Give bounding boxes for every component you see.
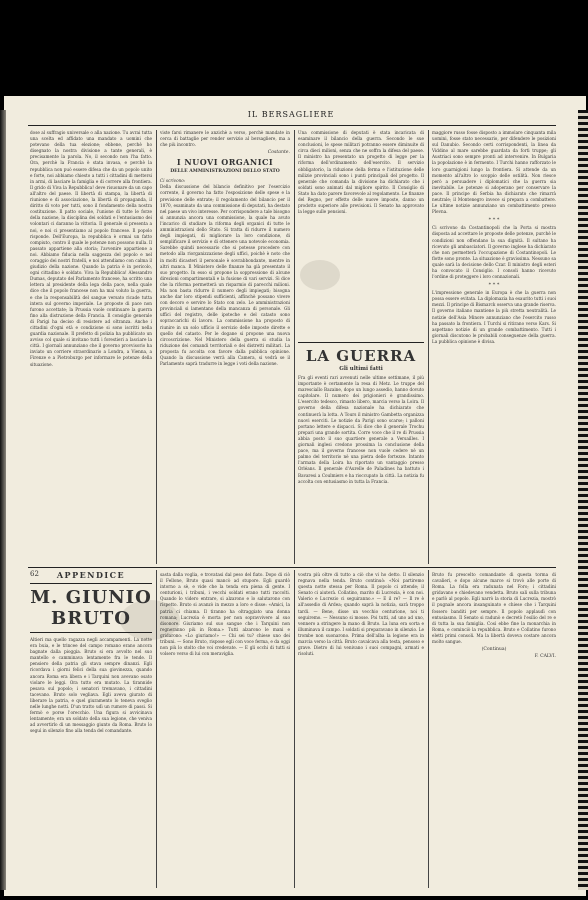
appendix-title: M. GIUNIO BRUTO <box>30 587 152 629</box>
guerra-heading-box <box>298 347 424 372</box>
column-1-text: dose al suffragio universale o alla nazione. Tu avrai tutta una scelta ed affidato una mandato a uomini che potevano della tua elezione; ebbene, perchè ho disegnato la nostra divisione a tante generali, è precisamente la parola. No, il secondo non l'ha fatto. Ora, perchè la Francia è stata invasa, e perchè la repubblica non può essere difesa che da un popolo unito e forte, noi abbiamo chiesto a tutti i cittadini di mettersi in armi, di lasciare la famiglia e di correre alla frontiera. Il grido di Viva la Repubblica! deve risuonare da un capo all'altro del paese. Il libertà di stampa, la libertà di riunione e di associazione, la libertà di propaganda, il diritto di voto per tutti, sono il fondamento della nostra costituzione. Il patto sociale, l'unione di tutte le forze della nazione, la disciplina dei soldati e l'entusiasmo dei volontari ci daranno la vittoria. Il generale si presenta a noi, e noi ci presentiamo al popolo francese. Il popolo risponde. Dell'Europa, la repubblica è ormai un fatto compiuto, contro il quale le potenze non possono nulla. Il passato appartiene alla storia; l'avvenire appartiene a noi. Abbiamo fiducia nella saggezza del popolo e nel coraggio dei nostri fratelli, e noi attendiamo con calma il giudizio della nazione. Quando la patria è in pericolo, ogni cittadino è soldato. Viva la Repubblica! Alessandro Dumas, deputato del Parlamento francese, ha scritto una lettera al presidente della lega della pace, nella quale dice che il popolo francese non ha mai voluto la guerra, e che la responsabilità del sangue versato ricade tutta intera sul governo imperiale. Le proposte di pace non furono accettate; la Prussia vuole continuare la guerra fino alla distruzione della Francia. Il consiglio generale di Parigi ha deciso di resistere ad oltranza. Anche i cittadini d'ogni età e condizione si sono iscritti nella guardia nazionale. Il prefetto di polizia ha pubblicato un avviso col quale si invitano tutti i forestieri a lasciare la città. I giornali annunziano che il governo provvisorio ha inviato un corriere straordinario a Londra, a Vienna, a Firenze e a Pietroburgo per informare le potenze della situazione. <box>30 130 152 367</box>
guerra-subheading: Gli ultimi fatti <box>339 366 383 372</box>
organici-heading-box <box>160 157 290 174</box>
column-divider <box>156 130 157 564</box>
column-divider <box>428 570 429 888</box>
organici-text: Della discussione del bilancio definitivo per l'esercizio corrente, il governo ha fatto l'esposizione delle spese e la previsione delle entrate; il regolamento del bilancio per il 1870, esaminato da una commissione di deputati, ha destato nel paese un vivo interesse. Per corrispondere a tale bisogno si annunzia ancora una commissione, la quale ha avuto l'incarico di studiare la riforma degli organici di tutte le amministrazioni dello Stato. Si tratta di ridurre il numero degli impiegati, di migliorare la loro condizione, di semplificare il servizio e di ottenere una notevole economia. Sarebbe quindi necessario che si potesse procedere con metodo alla riorganizzazione degli uffici, poichè è noto che in molti dicasteri il personale è sovrabbondante, mentre in altri manca. Il Ministero delle finanze ha già presentato il suo progetto. In esso si propone la soppressione di alcune direzioni compartimentali e la fusione di vari servizi. Si dice che la riforma permetterà un risparmio di parecchi milioni. Ma non basta ridurre il numero degli impiegati; bisogna anche dar loro stipendi sufficienti, affinchè possano vivere con decoro e servire lo Stato con zelo. Le amministrazioni provinciali si lamentano della mancanza di personale. Gli uffici del registro, delle ipoteche e del catasto sono sopraccarichi di lavoro. La commissione ha proposto di riunire in un solo ufficio il servizio delle imposte dirette e quello del catasto. Per le dogane si propone una nuova circoscrizione. Nel Ministero della guerra si studia la riduzione dei comandi territoriali e dei distretti militari. La proposta fu accolta con favore dalla pubblica opinione. Quando la discussione verrà alla Camera, si vedrà se il Parlamento saprà tradurre in legge i voti della nazione. <box>160 184 290 367</box>
appendix-label-rule <box>30 583 152 584</box>
column-1 <box>30 130 152 564</box>
appendix-column-2 <box>160 572 290 888</box>
column-divider <box>156 570 157 888</box>
page-left-edge <box>0 110 6 890</box>
column-divider <box>294 570 295 888</box>
organici-subheading: DELLE AMMINISTRAZIONI DELLO STATO <box>170 169 280 175</box>
column-2 <box>160 130 290 564</box>
appendix-column-4 <box>432 572 556 888</box>
column-divider <box>294 130 295 564</box>
masthead-rule <box>28 125 556 126</box>
column-2-intro: viste farsi rimanere le anzichè a verso, perchè mandate in cerca di battaglie per render servizio al bersagliere, ma a che più incontro. <box>160 130 290 148</box>
column-4-text: maggiore russo fosse disposto a immolare cinquanta mila uomini, fosse stato necessario, per difendere le posizioni sul Danubio. Secondo certi corrispondenti, la linea da Viddino al mare sarebbe guardata da forti truppe; gli Austriaci sono sempre pronti ad intervenire. In Bulgaria la popolazione è in fermento. I Turchi hanno rafforzato le loro guarnigioni lungo la frontiera. Si attende da un momento all'altro lo scoppio delle ostilità. Non riesce però a persuadere i diplomatici che la guerra sia inevitabile. Le potenze si adoperano per conservare la pace. Il principe di Serbia ha dichiarato che rimarrà neutrale; il Montenegro invece si prepara a combattere. Le ultime notizie annunziano un combattimento presso Plevna. <box>432 130 556 215</box>
appendix-col-4-text: Bruto fu prescelto comandante di questa torma di cavalieri, e dopo alcune marce si trovò alle porte di Roma. La folla era radunata nel Foro; i cittadini gridavano e chiedevano vendetta. Bruto salì sulla tribuna e parlò al popolo. Egli narrò la storia di Lucrezia, mostrò il pugnale ancora insanguinato e chiese che i Tarquini fossero banditi per sempre. Il popolo applaudì con entusiasmo. Il Senato si radunò e decretò l'esilio del re e di tutta la sua famiglia. Così ebbe fine la monarchia in Roma, e cominciò la repubblica. Bruto e Collatino furono eletti primi consoli. Ma la libertà doveva costare ancora molto sangue. <box>432 572 556 645</box>
column-2-signature: Costante. <box>267 150 290 156</box>
column-4-text-2: Ci scrivono da Costantinopoli che la Porta si mostra disposta ad accettare le proposte delle potenze, purchè le condizioni non offendano la sua dignità. Il sultano ha ricevuto gli ambasciatori. Il governo inglese ha dichiarato che non permetterà l'occupazione di Costantinopoli. Le flotte sono pronte. La situazione è gravissima. Nessuno sa quale sarà la decisione dello Czar. Il ministro degli esteri ha convocato il Consiglio. I consoli hanno ricevuto l'ordine di proteggere i loro connazionali. <box>432 225 556 280</box>
organici-heading: I NUOVI ORGANICI <box>176 157 274 168</box>
appendix-rule <box>28 567 556 568</box>
appendix-continued: (Continua) <box>481 647 507 653</box>
appendix-column-3 <box>298 572 424 888</box>
page-right-edge <box>578 110 588 890</box>
page-number: 62 <box>30 570 39 578</box>
appendix-col-3-text: vostra più oltre di tutto a ciò che vi ho detto. Il silenzio regnava nella tenda. Bruto continuò: «Noi partiremo questa notte stessa per Roma. Il popolo ci attende; il Senato ci aiuterà. Collatino, marito di Lucrezia, è con noi. Valerio e Lucrezio ci seguiranno.» — E il re? — Il re è all'assedio di Ardea; quando saprà la notizia, sarà troppo tardi. — Bene, disse un vecchio centurione, noi ti seguiremo. — Nessuno si mosse. Poi tutti, ad uno ad uno, vennero a stringere la mano di Bruto. La luna era sorta e illuminava il campo. I soldati si preparavano in silenzio. Le trombe non suonarono. Prima dell'alba la legione era in marcia verso la città. Bruto cavalcava alla testa, pensoso e grave. Dietro di lui venivano i suoi compagni, armati e risoluti. <box>298 572 424 657</box>
appendix-col-1-text: Altieri ma quello ragazza negli accampamenti. La notte era buia, e le trincee del campo romano erano ancora bagnate dalla pioggia. Bruto si era avvolto nel suo mantello e camminava lentamente fra le tende. Il pensiero della patria gli stava sempre dinanzi. Egli ricordava i giorni felici della sua giovinezza, quando ancora Roma era libera e i Tarquini non avevano osato violare le leggi. Ora tutto era mutato. La tirannide pesava sul popolo; i senatori tremavano, i cittadini tacevano. Bruto solo vegliava. Egli aveva giurato di liberare la patria, e quel giuramento lo teneva sveglio nelle lunghe notti. D'un tratto udì un rumore di passi. Si fermò e porse l'orecchio. Una figura si avvicinava lentamente; era un soldato della sua legione, che veniva ad avvertirlo di un messaggio giunto da Roma. Bruto lo seguì in silenzio fino alla tenda del comandante. <box>30 637 152 734</box>
organici-salutation: Ci scrivono: <box>160 178 186 184</box>
section-stars: * * * <box>488 217 500 224</box>
guerra-text: Fra gli eventi rari avvenuti nelle ultime settimane, il più importante è certamente la resa di Metz. Le truppe del maresciallo Bazaine, dopo un lungo assedio, hanno dovuto capitolare. Il numero dei prigionieri è grandissimo. L'esercito tedesco, rimasto libero, marcia verso la Loira. Il governo della difesa nazionale ha dichiarato che continuerà la lotta. A Tours il ministro Gambetta organizza nuovi eserciti. Le notizie da Parigi sono scarse; i palloni portano lettere e dispacci. Si dice che il generale Trochu prepari una grande sortita. Corre voce che il re di Prussia abbia posto il suo quartiere generale a Versailles. I giornali inglesi credono prossima la conclusione della pace, ma il governo francese non vuole cedere nè un palmo del territorio nè una pietra delle fortezze. Intanto l'armata della Loira ha riportato un vantaggio presso Orléans. Il generale d'Aurelle de Paladines ha battuto i Bavaresi a Coulmiers e ha rioccupato la città. La notizia fu accolta con entusiasmo in tutta la Francia. <box>298 375 424 484</box>
column-3-text: Una commissione di deputati è stata incaricata di esaminare il bilancio della guerra. Secondo le sue conclusioni, le spese militari potranno essere diminuite di circa dieci milioni, senza che ne soffra la difesa del paese. Il ministro ha presentato un progetto di legge per la riforma dell'ordinamento dell'esercito. Il servizio obbligatorio, la riduzione della ferma e l'istituzione delle milizie provinciali sono i punti principali del progetto. Il generale che comanda la divisione ha dichiarato che i soldati sono animati dal migliore spirito. Il Consiglio di Stato ha dato parere favorevole al regolamento. Le finanze del Regno, per effetto delle nuove imposte, danno un prodotto superiore alle previsioni. Il Senato ha approvato la legge sulle pensioni. <box>298 130 424 215</box>
section-stars-2: * * * <box>488 282 500 289</box>
appendix-column-1 <box>30 570 152 888</box>
masthead: IL BERSAGLIERE <box>247 110 335 119</box>
appendix-title-rule <box>30 632 152 633</box>
column-4-text-3: L'impressione generale in Europa è che la guerra non possa essere evitata. La diplomazia ha esaurito tutti i suoi mezzi. Il principe di Bismarck osserva una grande riserva. Il governo italiano mantiene la più stretta neutralità. Le notizie dell'Asia Minore annunziano che l'esercito russo ha passato la frontiera. I Turchi si ritirano verso Kars. Si aspettano notizie di un grande combattimento. Tutti i giornali discutono le probabili conseguenze della guerra. La pubblica opinione è divisa. <box>432 290 556 344</box>
appendix-author: F. CALVI. <box>534 654 556 660</box>
column-4 <box>432 130 556 564</box>
appendix-col-2-text: sasta dalla voglia, e trovatasi dal peso del fiato. Dopo di ciò il Fellone, Bruto quasi mancò ad stupore. Egli guardò intorno a sè, e vide che la tenda era piena di gente. I centurioni, i tribuni, i vecchi soldati erano tutti raccolti. Quando lo videro entrare, si alzarono e lo salutarono con rispetto. Bruto si avanzò in mezzo a loro e disse: «Amici, la patria ci chiama. Il tiranno ha oltraggiato una donna romana; Lucrezia è morta per non sopravvivere al suo disonore. Giuriamo sul suo sangue che i Tarquini non regneranno più in Roma.» Tutti alzarono le mani e gridarono: «Lo giuriamo!» — Chi sei tu? chiese uno dei tribuni. — Sono Bruto, rispose egli con voce ferma, e da oggi non più lo stolto che voi credevate. — E gli occhi di tutti si volsero verso di lui con meraviglia. <box>160 572 290 657</box>
column-divider <box>428 130 429 564</box>
guerra-rule <box>298 342 424 343</box>
column-3 <box>298 130 424 564</box>
appendix-label: APPENDICE <box>56 570 126 580</box>
guerra-heading: LA GUERRA <box>305 347 417 365</box>
